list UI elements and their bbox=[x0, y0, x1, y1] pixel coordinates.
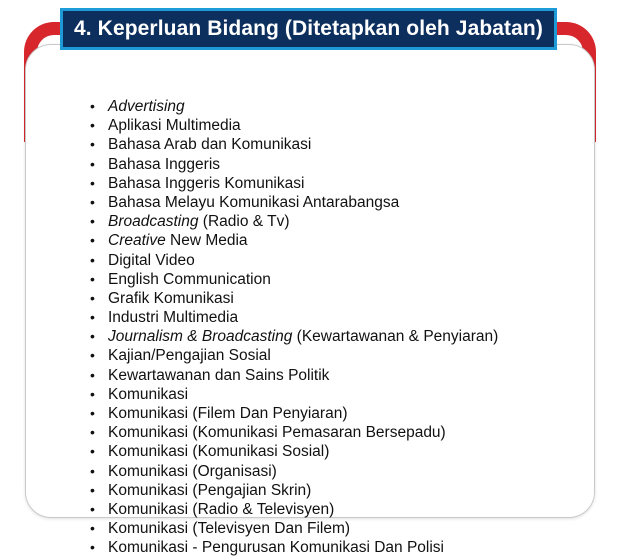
list-item-normal: Komunikasi (Filem Dan Penyiaran) bbox=[108, 405, 348, 422]
list-item bbox=[90, 97, 498, 116]
list-item-normal: Komunikasi (Radio & Televisyen) bbox=[108, 500, 335, 518]
list-item-normal: Digital Video bbox=[108, 251, 195, 269]
list-item-normal: Bahasa Inggeris Komunikasi bbox=[108, 174, 305, 192]
list-item bbox=[90, 212, 498, 231]
list-item-italic: Broadcasting bbox=[108, 213, 199, 231]
list-item bbox=[90, 404, 498, 423]
list-item-normal: Komunikasi - Pengurusan Komunikasi Dan Polisi bbox=[108, 539, 444, 557]
list-item-text bbox=[108, 327, 498, 346]
list-item-normal: Kewartawanan dan Sains Politik bbox=[108, 366, 330, 384]
list-item bbox=[90, 423, 498, 442]
bullet-icon: • bbox=[90, 289, 95, 306]
list-item bbox=[90, 155, 498, 174]
bullet-icon: • bbox=[90, 270, 95, 287]
list-item-text bbox=[108, 116, 241, 135]
list-item bbox=[90, 251, 498, 270]
bullet-icon: • bbox=[90, 232, 95, 249]
list-item-normal: Industri Multimedia bbox=[108, 309, 239, 327]
list-item-text bbox=[108, 500, 334, 519]
bullet-icon: • bbox=[90, 213, 95, 230]
list-item bbox=[90, 346, 498, 365]
list-item bbox=[90, 481, 498, 500]
bullet-icon: • bbox=[90, 347, 95, 364]
list-item-text bbox=[108, 519, 350, 538]
list-item-normal: (Radio & Tv) bbox=[198, 213, 290, 231]
list-item bbox=[90, 231, 498, 250]
bullet-icon: • bbox=[90, 443, 95, 460]
bullet-icon: • bbox=[90, 405, 95, 421]
list-item bbox=[90, 538, 498, 557]
list-item-text bbox=[108, 193, 399, 212]
list-item bbox=[90, 519, 498, 538]
list-item-text bbox=[108, 174, 304, 193]
field-requirements-list bbox=[90, 97, 498, 558]
bullet-icon: • bbox=[90, 193, 95, 210]
list-item bbox=[90, 135, 498, 154]
bullet-icon: • bbox=[90, 500, 95, 517]
list-item-text bbox=[108, 270, 271, 289]
bullet-icon: • bbox=[90, 309, 95, 326]
list-item bbox=[90, 462, 498, 481]
list-item-normal: Bahasa Inggeris bbox=[108, 155, 221, 173]
bullet-icon: • bbox=[90, 385, 95, 402]
list-item-normal: New Media bbox=[165, 232, 248, 250]
list-item-text bbox=[108, 481, 311, 500]
list-item bbox=[90, 308, 498, 327]
list-item-text bbox=[108, 231, 248, 250]
list-item-text bbox=[108, 538, 444, 557]
list-item-normal: Komunikasi (Pengajian Skrin) bbox=[108, 481, 312, 499]
list-item-normal: Komunikasi (Komunikasi Pemasaran Bersepadu) bbox=[108, 424, 446, 442]
bullet-icon: • bbox=[90, 539, 95, 556]
list-item bbox=[90, 327, 498, 346]
list-item-text bbox=[108, 366, 329, 385]
bullet-icon: • bbox=[90, 98, 95, 114]
list-item-normal: Komunikasi bbox=[108, 385, 189, 403]
list-item-text bbox=[108, 346, 271, 365]
list-item bbox=[90, 385, 498, 404]
list-item-text bbox=[108, 251, 195, 270]
list-item-text bbox=[108, 212, 290, 231]
list-item bbox=[90, 289, 498, 308]
bullet-icon: • bbox=[90, 520, 95, 537]
list-item-text bbox=[108, 97, 185, 116]
title-banner bbox=[60, 8, 557, 50]
list-item-text bbox=[108, 385, 188, 404]
list-item-normal: Grafik Komunikasi bbox=[108, 289, 234, 307]
list-item-text bbox=[108, 289, 234, 308]
list-item-normal: English Communication bbox=[108, 270, 271, 288]
list-item-italic: Journalism & Broadcasting bbox=[108, 328, 293, 346]
list-item bbox=[90, 500, 498, 519]
bullet-icon: • bbox=[90, 481, 95, 498]
list-item-normal: Bahasa Arab dan Komunikasi bbox=[108, 136, 312, 154]
list-item-text bbox=[108, 135, 311, 154]
page-title: 4. Keperluan Bidang (Ditetapkan oleh Jabatan) bbox=[74, 17, 543, 40]
list-item-text bbox=[108, 442, 329, 461]
list-item bbox=[90, 442, 498, 461]
list-item-normal: (Kewartawanan & Penyiaran) bbox=[292, 328, 499, 346]
title-banner-inner bbox=[63, 11, 554, 47]
bullet-icon: • bbox=[90, 117, 95, 134]
list-item-normal: Kajian/Pengajian Sosial bbox=[108, 347, 271, 365]
list-item bbox=[90, 193, 498, 212]
bullet-icon: • bbox=[90, 366, 95, 383]
list-item-text bbox=[108, 423, 446, 442]
bullet-icon: • bbox=[90, 155, 95, 172]
list-item-text bbox=[108, 462, 277, 481]
list-item-text bbox=[108, 308, 238, 327]
list-item-normal: Komunikasi (Organisasi) bbox=[108, 462, 277, 480]
list-item-text bbox=[108, 155, 220, 174]
list-item bbox=[90, 174, 498, 193]
list-item-normal: Komunikasi (Televisyen Dan Filem) bbox=[108, 520, 351, 538]
bullet-icon: • bbox=[90, 174, 95, 191]
content-card bbox=[25, 44, 595, 557]
list-item bbox=[90, 116, 498, 135]
list-item bbox=[90, 270, 498, 289]
list-item-normal: Aplikasi Multimedia bbox=[108, 117, 241, 135]
bullet-icon: • bbox=[90, 251, 95, 268]
bullet-icon: • bbox=[90, 462, 95, 479]
list-item-normal: Komunikasi (Komunikasi Sosial) bbox=[108, 443, 330, 461]
list-item bbox=[90, 366, 498, 385]
list-item-italic: Creative bbox=[108, 232, 166, 250]
list-item-normal: Bahasa Melayu Komunikasi Antarabangsa bbox=[108, 193, 400, 211]
bullet-icon: • bbox=[90, 136, 95, 153]
list-item-text bbox=[108, 404, 347, 423]
bullet-icon: • bbox=[90, 328, 95, 345]
list-item-italic: Advertising bbox=[108, 98, 185, 115]
bullet-icon: • bbox=[90, 424, 95, 441]
